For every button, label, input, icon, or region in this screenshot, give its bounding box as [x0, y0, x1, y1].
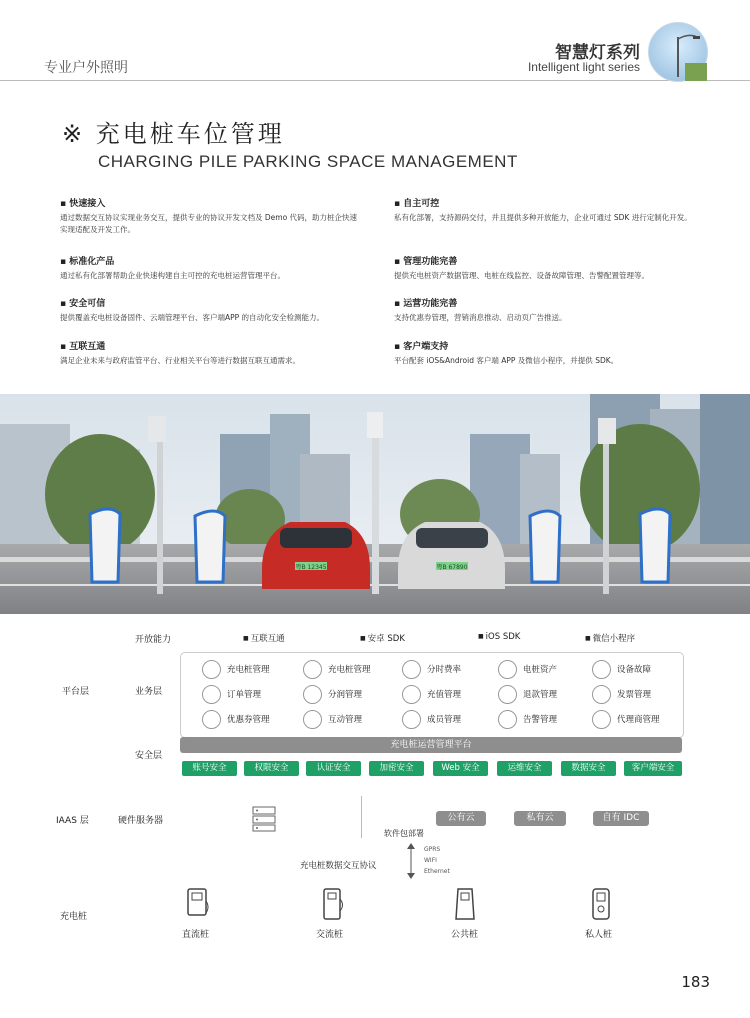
security-item: 运维安全	[497, 761, 552, 776]
module-item: 分时费率	[427, 665, 462, 675]
header-left-text: 专业户外照明	[44, 60, 128, 76]
software-deploy-label: 软件包部署	[384, 829, 424, 838]
charger-icon	[202, 660, 221, 679]
public-cloud-badge: 公有云	[436, 811, 486, 826]
feature-desc: 平台配套 iOS&Android 客户端 APP 及微信小程序，并提供 SDK。	[394, 356, 619, 365]
security-item: 数据安全	[561, 761, 616, 776]
module-item: 订单管理	[227, 690, 262, 700]
pile-label: 公共桩	[451, 930, 479, 940]
module-item: 发票管理	[617, 690, 652, 700]
module-item: 分润管理	[328, 690, 363, 700]
private-pile-icon	[590, 887, 614, 925]
plate-right: 粤B 67890	[436, 564, 468, 571]
feature-block	[60, 296, 360, 324]
invoice-icon	[592, 685, 611, 704]
charger-icon	[303, 660, 322, 679]
pile-label: 直流桩	[182, 930, 210, 940]
feature-title: ▪ 管理功能完善	[394, 254, 694, 267]
feature-title: ▪ 客户端支持	[394, 339, 694, 352]
module-item: 充电桩管理	[328, 665, 371, 675]
module-item: 电桩资产	[523, 665, 558, 675]
module-item: 退款管理	[523, 690, 558, 700]
plate-left: 粤B 12345	[295, 564, 327, 571]
public-pile-icon	[454, 887, 478, 925]
idc-badge: 自有 IDC	[593, 811, 649, 826]
feature-title: ▪ 自主可控	[394, 196, 694, 209]
member-icon	[402, 710, 421, 729]
security-item: 权限安全	[244, 761, 299, 776]
feature-title: ▪ 快速接入	[60, 196, 360, 209]
open-item: ■ 微信小程序	[585, 632, 635, 644]
feature-desc: 提供充电桩资产数据管理、电桩在线监控、设备故障管理、告警配置管理等。	[394, 271, 649, 280]
agent-icon	[592, 710, 611, 729]
module-item: 优惠券管理	[227, 715, 270, 725]
module-item: 互动管理	[328, 715, 363, 725]
streetlight-thumbnail-icon	[648, 22, 708, 82]
security-layer-label: 安全层	[135, 751, 163, 761]
order-icon	[202, 685, 221, 704]
ops-platform-bar: 充电桩运营管理平台	[180, 737, 682, 753]
coupon-icon	[202, 710, 221, 729]
module-item: 充电桩管理	[227, 665, 270, 675]
server-rack-icon	[252, 806, 276, 836]
dc-pile-icon	[186, 887, 210, 925]
feature-block	[394, 196, 694, 224]
feature-desc: 支持优惠券管理，营销消息推动、启动页广告推送。	[394, 313, 567, 322]
module-item: 设备故障	[617, 665, 652, 675]
feature-desc: 私有化部署，支持源码交付，并且提供多种开放能力，企业可通过 SDK 进行定制化开发。	[394, 213, 692, 222]
section-title-cn: ※ 充电桩车位管理	[62, 120, 285, 148]
feature-title: ▪ 标准化产品	[60, 254, 360, 267]
pile-label: 交流桩	[316, 930, 344, 940]
feature-desc: 满足企业未来与政府监管平台、行业相关平台等进行数据互联互通需求。	[60, 356, 300, 365]
pile-layer-label: 充电桩	[60, 912, 88, 922]
feature-block	[60, 339, 360, 367]
net-gprs: GPRS	[424, 846, 441, 853]
feature-desc: 通过私有化部署帮助企业快速构建自主可控的充电桩运营管理平台。	[60, 271, 285, 280]
net-wifi: WIFI	[424, 857, 437, 864]
net-ethernet: Ethernet	[424, 868, 450, 875]
security-item: Web 安全	[433, 761, 488, 776]
page-number: 183	[681, 973, 710, 991]
module-item: 成员管理	[427, 715, 462, 725]
alarm-icon	[498, 710, 517, 729]
feature-desc: 通过数据交互协议实现业务交互，提供专业的协议开发文档及 Demo 代码，助力桩企快速实现适配及开发工作。	[60, 213, 358, 234]
open-item: ■ 互联互通	[243, 632, 285, 644]
clock-icon	[402, 660, 421, 679]
feature-block	[394, 254, 694, 282]
header-divider	[0, 80, 750, 81]
iaas-layer-label: IAAS 层	[56, 816, 89, 826]
feature-block	[60, 196, 360, 236]
profit-share-icon	[303, 685, 322, 704]
ac-pile-icon	[322, 887, 346, 925]
open-ability-label: 开放能力	[135, 635, 172, 645]
feature-desc: 提供覆盖充电桩设备固件、云端管理平台、客户端APP 的自动化安全检测能力。	[60, 313, 325, 322]
feature-block	[394, 296, 694, 324]
open-item: ■ 安卓 SDK	[360, 632, 405, 644]
protocol-label: 充电桩数据交互协议	[300, 861, 377, 871]
platform-layer-label: 平台层	[62, 687, 90, 697]
module-item: 告警管理	[523, 715, 558, 725]
security-item: 客户端安全	[624, 761, 682, 776]
section-title-en: CHARGING PILE PARKING SPACE MANAGEMENT	[98, 152, 518, 171]
charging-parking-photo	[0, 394, 750, 614]
feature-title: ▪ 互联互通	[60, 339, 360, 352]
module-item: 代理商管理	[617, 715, 660, 725]
feature-block	[394, 339, 694, 367]
private-cloud-badge: 私有云	[514, 811, 566, 826]
interaction-icon	[303, 710, 322, 729]
refund-icon	[498, 685, 517, 704]
security-item: 账号安全	[182, 761, 237, 776]
business-layer-label: 业务层	[135, 687, 163, 697]
recharge-icon	[402, 685, 421, 704]
feature-block	[60, 254, 360, 282]
security-item: 加密安全	[369, 761, 424, 776]
wrench-icon	[592, 660, 611, 679]
feature-title: ▪ 安全可信	[60, 296, 360, 309]
header-series-title: 智慧灯系列	[555, 43, 640, 63]
module-item: 充值管理	[427, 690, 462, 700]
iaas-divider	[361, 796, 362, 838]
open-item: ■ iOS SDK	[478, 632, 520, 642]
security-item: 认证安全	[306, 761, 361, 776]
hardware-server-label: 硬件服务器	[118, 816, 164, 826]
asset-icon	[498, 660, 517, 679]
double-arrow-icon	[406, 843, 416, 883]
feature-title: ▪ 运营功能完善	[394, 296, 694, 309]
pile-label: 私人桩	[585, 930, 613, 940]
header-series-subtitle: Intelligent light series	[527, 60, 640, 74]
